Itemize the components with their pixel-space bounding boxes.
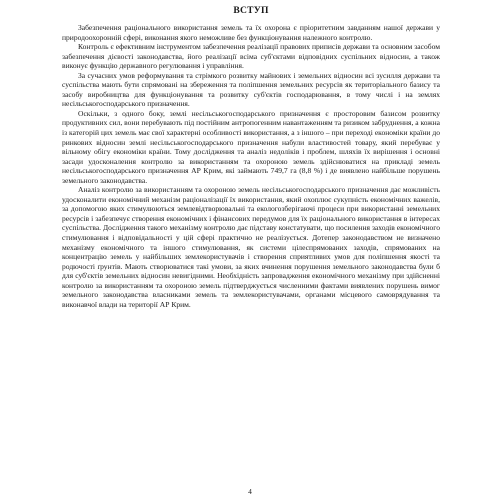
page-number: 4: [248, 487, 252, 496]
paragraph-5: Аналіз контролю за використанням та охороною земель несільськогосподарського призначення дає можливість удосконалити економічний механізм раціоналізації їх використання, який охоплює сукупність економічних важелів, за допомогою яких стимулюються землевідтворювальні та екологозберігаючі процеси при використанні земельних ресурсів і забезпечує створення економічних і фінансових передумов для їх раціонального використання в інтересах суспільства. Дослідження такого механізму контролю дає підставу констатувати, що посилення заходів економічного стимулювання і відповідальності у цій сфері практично не реалізується. Дотепер законодавством не визначено механізму економічного та іншого стимулювання, як системи цілеспрямованих заходів, спрямованих на концентрацію земель у найбільших землекористувачів і створення сприятливих умов для поліпшення якості та родючості ґрунтів. Мають створюватися такі умови, за яких вчинення порушення земельного законодавства були б для суб'єктів земельних відносин невигідними. Необхідність запровадження економічного механізму при здійсненні контролю за використанням та охороною земель підтверджується численними фактами виявлених порушень вимог земельного законодавства власниками земель та землекористувачами, органами місцевого самоврядування та виконавчої влади на території АР Крим.: [62, 185, 440, 309]
paragraph-1: Забезпечення раціонального використання земель та їх охорона є пріоритетним завданням нашої держави у природоохоронній сфері, виконання якого неможливе без функціонування належного контролю.: [62, 23, 440, 42]
paragraph-2: Контроль є ефективним інструментом забезпечення реалізації правових приписів держави та основним засобом забезпечення дієвості законодавства, його реалізації всіма суб'єктами відповідних суспільних відносин, а також виконує функцію державного регулювання і управління.: [62, 42, 440, 71]
document-title: ВСТУП: [233, 5, 269, 16]
paragraph-4: Оскільки, з одного боку, землі несільськогосподарського призначення є просторовим базисом розвитку продуктивних сил, вони перебувають під постійним антропогенним навантаженням та ризиком забруднення, а кожна із категорій цих земель має свої характерні особливості використання, а з іншого – при переході економіки країни до ринкових відносин землі несільськогосподарського призначення набули властивостей товару, який перебуває у вільному обігу економіки країни. Тому дослідження та аналіз недоліків і проблем, шляхів їх вирішення і основні засади удосконалення контролю за використанням та охороною земель здійснюватися на прикладі земель несільськогосподарського призначення АР Крим, які займають 749,7 га (8,8 %) і де виявлено найбільше порушень земельного законодавства.: [62, 108, 440, 185]
paragraph-3: За сучасних умов реформування та стрімкого розвитку майнових і земельних відносин всі зусилля держави та суспільства мають бути спрямовані на збереження та поліпшення земельних ресурсів як територіального базису та засобу виробництва для функціонування та розвитку суб'єктів господарювання, в тому числі і на землях несільськогосподарського призначення.: [62, 70, 440, 109]
